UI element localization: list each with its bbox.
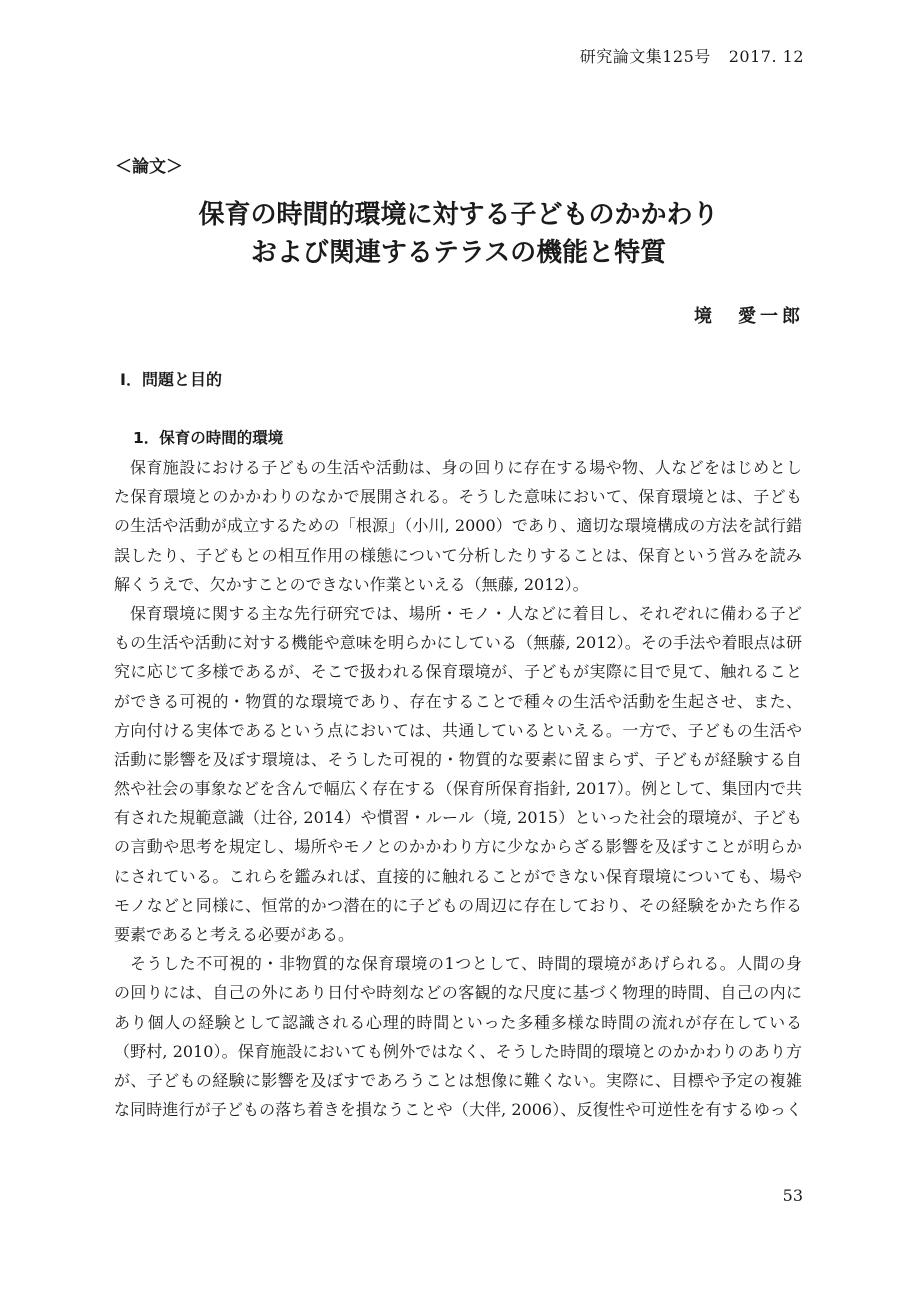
body-line: もの生活や活動に対する機能や意味を明らかにしている（無藤, 2012）。その手法や着眼点は研 [114, 633, 802, 653]
author-name: 境 愛一郎 [694, 306, 804, 327]
body-line: の生活や活動が成立するための「根源」（小川, 2000）であり、適切な環境構成の方法を試行錯 [114, 516, 802, 536]
body-line: 誤したり、子どもとの相互作用の様態について分析したりすることは、保育という営みを読み [114, 545, 802, 565]
body-line: た保育環境とのかかわりのなかで展開される。そうした意味において、保育環境とは、子ども [114, 487, 802, 507]
body-line: な同時進行が子どもの落ち着きを損なうことや（大伴, 2006）、反復性や可逆性を有するゆっく [114, 1100, 802, 1120]
section-heading: Ⅰ．問題と目的 [120, 370, 222, 389]
body-line: 究に応じて多様であるが、そこで扱われる保育環境が、子どもが実際に目で見て、触れること [114, 662, 802, 682]
page-number: 53 [782, 1186, 803, 1205]
body-line: が、子どもの経験に影響を及ぼすであろうことは想像に難くない。実際に、目標や予定の複雑 [114, 1070, 802, 1090]
body-line: 活動に影響を及ぼす環境は、そうした可視的・物質的な要素に留まらず、子どもが経験する自 [114, 749, 802, 769]
body-line: ができる可視的・物質的な環境であり、存在することで種々の生活や活動を生起させ、また、 [114, 691, 802, 711]
body-line: そうした不可視的・非物質的な保育環境の1つとして、時間的環境があげられる。人間の身 [130, 954, 802, 974]
body-text [114, 453, 802, 1124]
body-line: の言動や思考を規定し、場所やモノとのかかわり方に少なからざる影響を及ぼすことが明らか [114, 837, 802, 857]
running-header [580, 44, 804, 67]
body-line: の回りには、自己の外にあり日付や時刻などの客観的な尺度に基づく物理的時間、自己の内に [114, 983, 802, 1003]
journal-name: 研究論文集125号 [579, 47, 711, 66]
issue-date: 2017. 12 [728, 47, 804, 66]
body-line: （野村, 2010）。保育施設においても例外ではなく、そうした時間的環境とのかかわりのあり方 [114, 1041, 802, 1061]
body-line: 保育環境に関する主な先行研究では、場所・モノ・人などに着目し、それぞれに備わる子ど [130, 603, 802, 623]
body-line: 有された規範意識（辻谷, 2014）や慣習・ルール（境, 2015）といった社会的環境が、子ども [114, 808, 802, 828]
body-line: あり個人の経験として認識される心理的時間といった多種多様な時間の流れが存在している [114, 1012, 802, 1032]
body-line: 解くうえで、欠かすことのできない作業といえる（無藤, 2012）。 [114, 574, 589, 594]
body-line: 要素であると考える必要がある。 [114, 925, 355, 944]
body-line: 然や社会の事象などを含んで幅広く存在する（保育所保育指針, 2017）。例として、集団内で共 [114, 779, 802, 799]
article-title [0, 196, 917, 272]
body-line: 方向付ける実体であるという点においては、共通しているといえる。一方で、子どもの生活や [114, 720, 802, 740]
body-line: モノなどと同様に、恒常的かつ潜在的に子どもの周辺に存在しており、その経験をかたち作る [114, 895, 802, 915]
article-type-label: ＜論文＞ [115, 157, 183, 177]
subsection-heading: 1．保育の時間的環境 [133, 429, 284, 447]
body-line: にされている。これらを鑑みれば、直接的に触れることができない保育環境についても、場や [114, 866, 802, 886]
body-line: 保育施設における子どもの生活や活動は、身の回りに存在する場や物、人などをはじめとし [130, 458, 802, 477]
title-line: および関連するテラスの機能と特質 [250, 238, 667, 268]
title-line: 保育の時間的環境に対する子どものかかわり [198, 200, 719, 230]
